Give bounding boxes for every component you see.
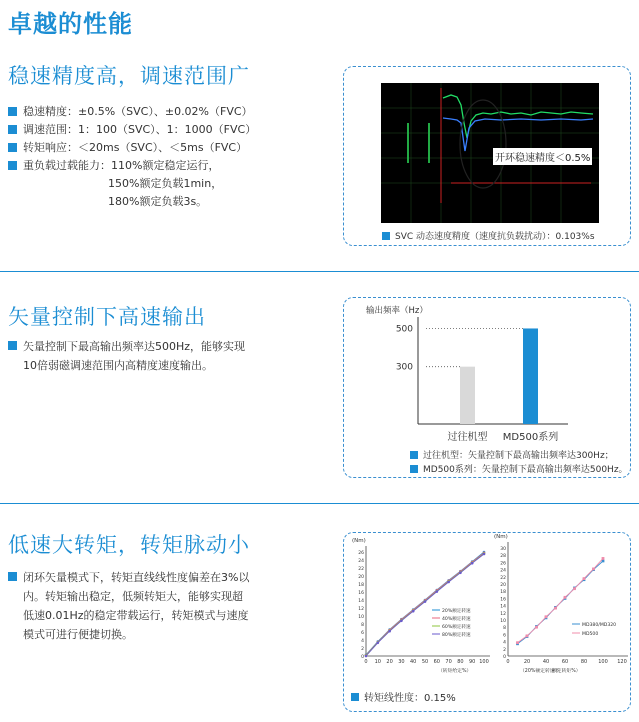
y-tick-label-10: 10 [500,619,506,624]
y-tick-label-300: 300 [395,362,413,373]
data-point-s4-2 [377,642,380,645]
section1-title: 稳速精度高，调速范围广 [8,64,250,88]
data-point-s4-8 [447,581,450,584]
section2-paragraph: 矢量控制下最高输出频率达500Hz，能够实现10倍弱磁调速范围内高精度速度输出。 [23,340,246,372]
x-tick-label-80: 80 [580,659,588,665]
x-axis-label: （20%额定转速下 [520,669,560,674]
series-line-4 [366,554,484,656]
section3-text [8,568,253,644]
data-point-s2-3 [535,626,538,629]
bullet-speed-range: 调速范围：1：100（SVC）、1：1000（FVC） [8,121,256,139]
caption-square-icon [410,465,418,473]
bar-1 [460,367,475,424]
y-axis-label: (Nm) [494,534,508,540]
bullet-overload: 重负载过载能力：110%额定稳定运行， [8,157,256,175]
data-point-s4-1 [365,655,368,658]
section2-caption-2: MD500系列：矢量控制下最高输出频率达500Hz。 [410,462,628,475]
x-tick-label-100: 100 [598,659,608,665]
overload-line-2: 180%额定负载3s。 [108,195,208,208]
y-tick-label-28: 28 [500,554,506,560]
y-tick-label-10: 10 [358,615,364,620]
y-tick-label-2: 2 [361,647,364,652]
y-tick-label-14: 14 [358,599,364,604]
data-point-s2-9 [592,567,595,570]
x-tick-label-20: 20 [386,659,393,665]
section3-title: 低速大转矩，转矩脉动小 [8,533,250,557]
y-tick-label-8: 8 [361,623,364,628]
x-tick-label-0: 0 [506,659,510,665]
y-tick-label-24: 24 [500,568,506,574]
x-tick-label-0: 0 [364,659,368,665]
section1-caption: SVC 动态速度精度（速度抗负载扰动）：0.103%s [382,229,595,242]
section3-paragraph: 闭环矢量模式下，转矩直线线性度偏差在3%以内。转矩输出稳定，低频转矩大，能够实现超低速0.01Hz的稳定带载运行，转矩模式与速度模式可进行便捷切换。 [23,571,250,641]
legend-label-1: 20%额定转速 [442,609,471,614]
y-tick-label-20: 20 [500,583,506,588]
data-point-s4-5 [412,610,415,613]
line-chart-torque-comparison [492,534,630,678]
category-label-1: 过往机型 [447,432,488,443]
bar-2 [523,328,538,424]
page-title: 卓越的性能 [8,10,133,38]
y-tick-label-26: 26 [358,551,364,556]
x-tick-label-100: 100 [479,659,489,665]
x-axis-label-2: 额定转矩%） [552,669,581,674]
separator-2 [0,503,639,504]
x-tick-label-40: 40 [542,659,550,665]
legend-label-4: 80%额定转速 [442,633,471,638]
y-tick-label-0: 0 [503,655,506,660]
x-tick-label-50: 50 [421,659,429,665]
x-tick-label-60: 60 [433,659,440,665]
data-point-s2-7 [573,587,576,590]
data-point-s2-10 [602,557,605,560]
data-point-s4-10 [471,562,474,565]
section2-title: 矢量控制下高速输出 [8,305,206,329]
data-point-s4-6 [424,600,427,603]
y-tick-label-30: 30 [500,547,506,552]
y-tick-label-500: 500 [395,324,413,335]
y-tick-label-26: 26 [500,561,506,567]
bullet-square-icon [8,341,17,350]
caption-square-icon [351,693,359,701]
y-tick-label-22: 22 [500,575,506,581]
data-point-s2-8 [583,577,586,580]
caption-square-icon [410,451,418,459]
data-point-s4-7 [436,590,439,593]
bullet-speed-accuracy: 稳速精度：±0.5%（SVC）、±0.02%（FVC） [8,103,256,121]
separator-1 [0,271,639,272]
line-chart-torque-by-speed [346,538,496,678]
series-line-2 [518,558,604,642]
data-point-s4-4 [400,620,403,623]
y-tick-label-14: 14 [500,604,506,610]
data-point-s2-5 [554,607,557,610]
bullet-square-icon [8,125,17,134]
y-tick-label-8: 8 [503,626,506,632]
y-tick-label-2: 2 [503,647,506,653]
y-tick-label-22: 22 [358,567,364,572]
section2-text [8,337,253,375]
data-point-s2-6 [564,596,567,599]
x-tick-label-20: 20 [523,659,531,665]
bullet-torque-response: 转矩响应：＜20ms（SVC）、＜5ms（FVC） [8,139,256,157]
legend-label-3: 60%额定转速 [442,625,471,630]
y-tick-label-4: 4 [503,640,506,646]
y-tick-label-6: 6 [503,633,506,639]
data-point-s4-3 [388,630,391,633]
x-axis-label: （转矩给定%） [438,669,472,674]
bullet-square-icon [8,161,17,170]
section2-caption-1: 过往机型：矢量控制下最高输出频率达300Hz； [410,448,614,461]
bullet-square-icon [8,143,17,152]
bullet-square-icon [8,572,17,581]
y-tick-label-20: 20 [358,575,364,580]
y-tick-label-24: 24 [358,559,364,564]
y-tick-label-18: 18 [500,590,506,596]
y-tick-label-4: 4 [361,639,364,644]
y-tick-label-0: 0 [361,655,364,660]
y-tick-label-16: 16 [358,591,364,596]
data-point-s4-11 [483,553,486,556]
y-tick-label-6: 6 [361,631,364,636]
caption-square-icon [382,232,390,240]
y-axis-label: 输出频率（Hz） [366,306,428,316]
overload-line-1: 150%额定负载1min， [108,177,223,190]
x-tick-label-90: 90 [469,659,476,665]
legend-label-2: MD500 [582,632,599,637]
highlight-ellipse [458,98,508,190]
legend-label-2: 40%额定转速 [442,617,471,622]
y-tick-label-18: 18 [358,583,364,588]
section3-caption: 转矩线性度：0.15% [351,689,456,704]
x-tick-label-10: 10 [374,659,381,665]
section1-bullets [8,103,256,211]
x-tick-label-70: 70 [445,659,452,665]
x-tick-label-60: 60 [561,659,569,665]
x-tick-label-120: 120 [617,659,627,665]
series-line-3 [366,554,484,656]
y-tick-label-16: 16 [500,597,506,603]
y-tick-label-12: 12 [500,611,506,617]
scope-precision-note: 开环稳速精度＜0.5% [493,148,592,165]
data-point-s2-4 [545,615,548,618]
bullet-square-icon [8,107,17,116]
data-point-s2-1 [516,641,519,644]
data-point-s2-2 [526,634,529,637]
category-label-2: MD500系列 [502,432,559,443]
x-tick-label-80: 80 [457,659,464,665]
x-tick-label-30: 30 [398,659,405,665]
legend-label-1: MD380/MD320 [582,623,617,628]
y-axis-label: (Nm) [352,538,366,544]
y-tick-label-12: 12 [358,607,364,612]
x-tick-label-40: 40 [410,659,417,665]
data-point-s4-9 [459,572,462,575]
